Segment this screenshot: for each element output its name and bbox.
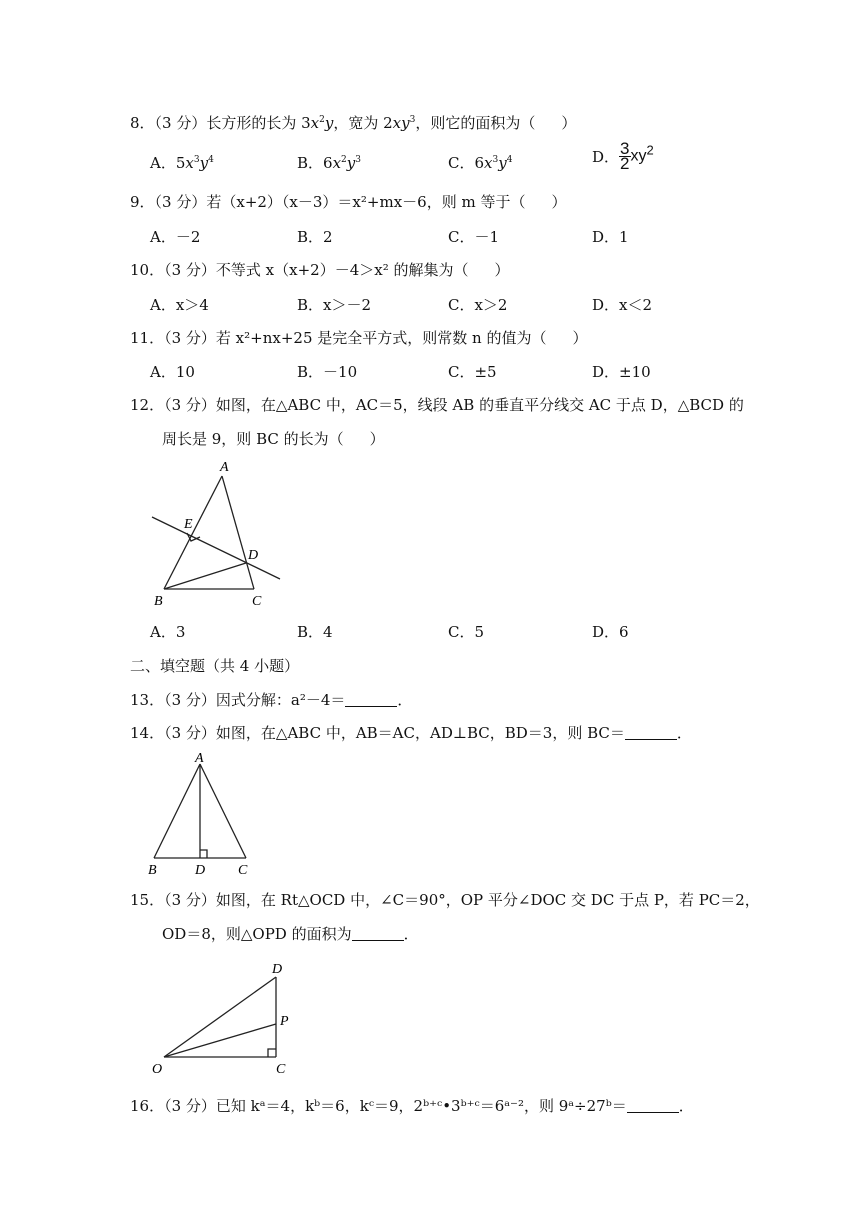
- question-number: 12．: [130, 396, 165, 414]
- question-14: 14．（3 分）如图，在△ABC 中，AB＝AC，AD⊥BC，BD＝3，则 BC＝ ．: [130, 724, 692, 742]
- answer-blank: [345, 694, 397, 707]
- segment-bd: [164, 563, 246, 589]
- label-d: D: [195, 863, 206, 878]
- question-number: 10．: [130, 261, 165, 279]
- option-b: B．4: [297, 623, 333, 641]
- question-paren-close: ）: [561, 114, 577, 132]
- perpendicular-bisector: [152, 517, 280, 579]
- question-text: ，则它的面积为（: [415, 114, 536, 132]
- question-15: [130, 889, 760, 910]
- label-o: O: [152, 1062, 163, 1077]
- label-a: A: [195, 751, 204, 766]
- question-text: 周长是 9，则 BC 的长为（: [162, 430, 344, 448]
- side-od: [164, 977, 276, 1057]
- question-score: （3 分）: [164, 329, 216, 347]
- option-a: A．$5x^3y^4$: [150, 154, 214, 172]
- option-c: C．$6x^3y^4$: [448, 154, 513, 172]
- option-c: C．5: [448, 623, 485, 641]
- question-number: 9．: [130, 193, 155, 211]
- question-number: 11．: [130, 329, 165, 347]
- section-heading: 二、填空题（共 4 小题）: [130, 657, 300, 675]
- label-b: B: [154, 594, 163, 609]
- label-b: B: [148, 863, 157, 878]
- question-text: 如图，在△ABC 中，AC＝5，线段 AB 的垂直平分线交 AC 于点 D，△BCD 的: [215, 396, 744, 414]
- question-text: 如图，在 Rt△OCD 中，∠C＝90°，OP 平分∠DOC 交 DC 于点 P，若 PC＝2，: [215, 891, 760, 909]
- question-score: （3 分）: [154, 114, 207, 132]
- right-angle-mark: [200, 850, 207, 858]
- option-d: D． $\frac{3}{2}$ $xy^2$: [592, 139, 654, 173]
- option-a: A．10: [150, 363, 195, 381]
- label-a: A: [220, 460, 229, 475]
- label-d: D: [248, 548, 259, 563]
- triangle-abc-figure: [140, 455, 300, 610]
- label-d: D: [272, 962, 283, 977]
- right-triangle-ocd-figure: [148, 955, 308, 1080]
- option-a: A．－2: [150, 228, 201, 246]
- question-number: 8．: [130, 114, 155, 132]
- question-13: 13．（3 分）因式分解：a²－4＝ ．: [130, 691, 413, 709]
- question-score: （3 分）: [164, 691, 216, 709]
- question-score: （3 分）: [164, 891, 216, 909]
- bisector-op: [164, 1024, 276, 1057]
- question-text: 若 x²+nx+25 是完全平方式，则常数 n 的值为（: [215, 329, 547, 347]
- question-16: 16．（3 分）已知 kᵃ＝4，kᵇ＝6，kᶜ＝9，2ᵇ⁺ᶜ•3ᵇ⁺ᶜ＝6ᵃ⁻²，则 9ᵃ÷27ᵇ＝ ．: [130, 1097, 694, 1115]
- option-d: D．x＜2: [592, 296, 653, 314]
- question-text: 如图，在△ABC 中，AB＝AC，AD⊥BC，BD＝3，则 BC＝: [215, 724, 625, 742]
- question-8: 8．（3 分）长方形的长为 $3x^2y$，宽为 $2xy^3$，则它的面积为（ ）: [130, 114, 577, 132]
- question-text: 不等式 x（x+2）－4＞x² 的解集为（: [215, 261, 469, 279]
- question-number: 16．: [130, 1097, 165, 1115]
- option-c: C．x＞2: [448, 296, 508, 314]
- question-score: （3 分）: [154, 193, 207, 211]
- question-score: （3 分）: [164, 261, 216, 279]
- side-ac: [222, 476, 254, 589]
- question-text: 若（x+2）（x－3）＝x²+mx－6，则 m 等于（: [206, 193, 526, 211]
- question-number: 15．: [130, 891, 165, 909]
- label-e: E: [184, 517, 193, 532]
- question-text: 已知 kᵃ＝4，kᵇ＝6，kᶜ＝9，2ᵇ⁺ᶜ•3ᵇ⁺ᶜ＝6ᵃ⁻²，则 9ᵃ÷27ᵇ＝: [215, 1097, 627, 1115]
- answer-blank: [627, 1100, 679, 1113]
- isosceles-triangle-figure: [140, 750, 260, 880]
- question-text: 因式分解：a²－4＝: [215, 691, 346, 709]
- option-d: D．1: [592, 228, 629, 246]
- question-score: （3 分）: [164, 396, 216, 414]
- label-p: P: [280, 1014, 289, 1029]
- option-b: B．2: [297, 228, 333, 246]
- option-b: B．x＞－2: [297, 296, 372, 314]
- option-d: D．±10: [592, 363, 651, 381]
- question-score: （3 分）: [164, 724, 216, 742]
- question-number: 13．: [130, 691, 165, 709]
- question-text: 长方形的长为 3: [206, 114, 311, 132]
- question-10: 10．（3 分）不等式 x（x+2）－4＞x² 的解集为（ ）: [130, 261, 510, 279]
- option-d: D．6: [592, 623, 629, 641]
- option-c: C．±5: [448, 363, 497, 381]
- question-12-line-2: 周长是 9，则 BC 的长为（ ）: [162, 430, 385, 448]
- side-ac: [200, 764, 246, 858]
- label-c: C: [252, 594, 262, 609]
- question-text: ，宽为 2: [333, 114, 393, 132]
- question-text: OD＝8，则△OPD 的面积为: [162, 925, 352, 943]
- question-9: 9．（3 分）若（x+2）（x－3）＝x²+mx－6，则 m 等于（ ）: [130, 193, 567, 211]
- answer-blank: [625, 727, 677, 740]
- option-b: B．$6x^2y^3$: [297, 154, 361, 172]
- question-15-line-2: OD＝8，则△OPD 的面积为 ．: [162, 925, 419, 943]
- answer-blank: [352, 928, 404, 941]
- label-c: C: [238, 863, 248, 878]
- option-a: A．3: [150, 623, 186, 641]
- option-a: A．x＞4: [150, 296, 209, 314]
- side-ab: [154, 764, 200, 858]
- option-c: C．－1: [448, 228, 500, 246]
- question-12: [130, 394, 744, 415]
- right-angle-mark: [268, 1049, 276, 1057]
- question-11: 11．（3 分）若 x²+nx+25 是完全平方式，则常数 n 的值为（ ）: [130, 329, 588, 347]
- question-number: 14．: [130, 724, 165, 742]
- option-b: B．－10: [297, 363, 358, 381]
- question-score: （3 分）: [164, 1097, 216, 1115]
- label-c: C: [276, 1062, 286, 1077]
- side-ab: [164, 476, 222, 589]
